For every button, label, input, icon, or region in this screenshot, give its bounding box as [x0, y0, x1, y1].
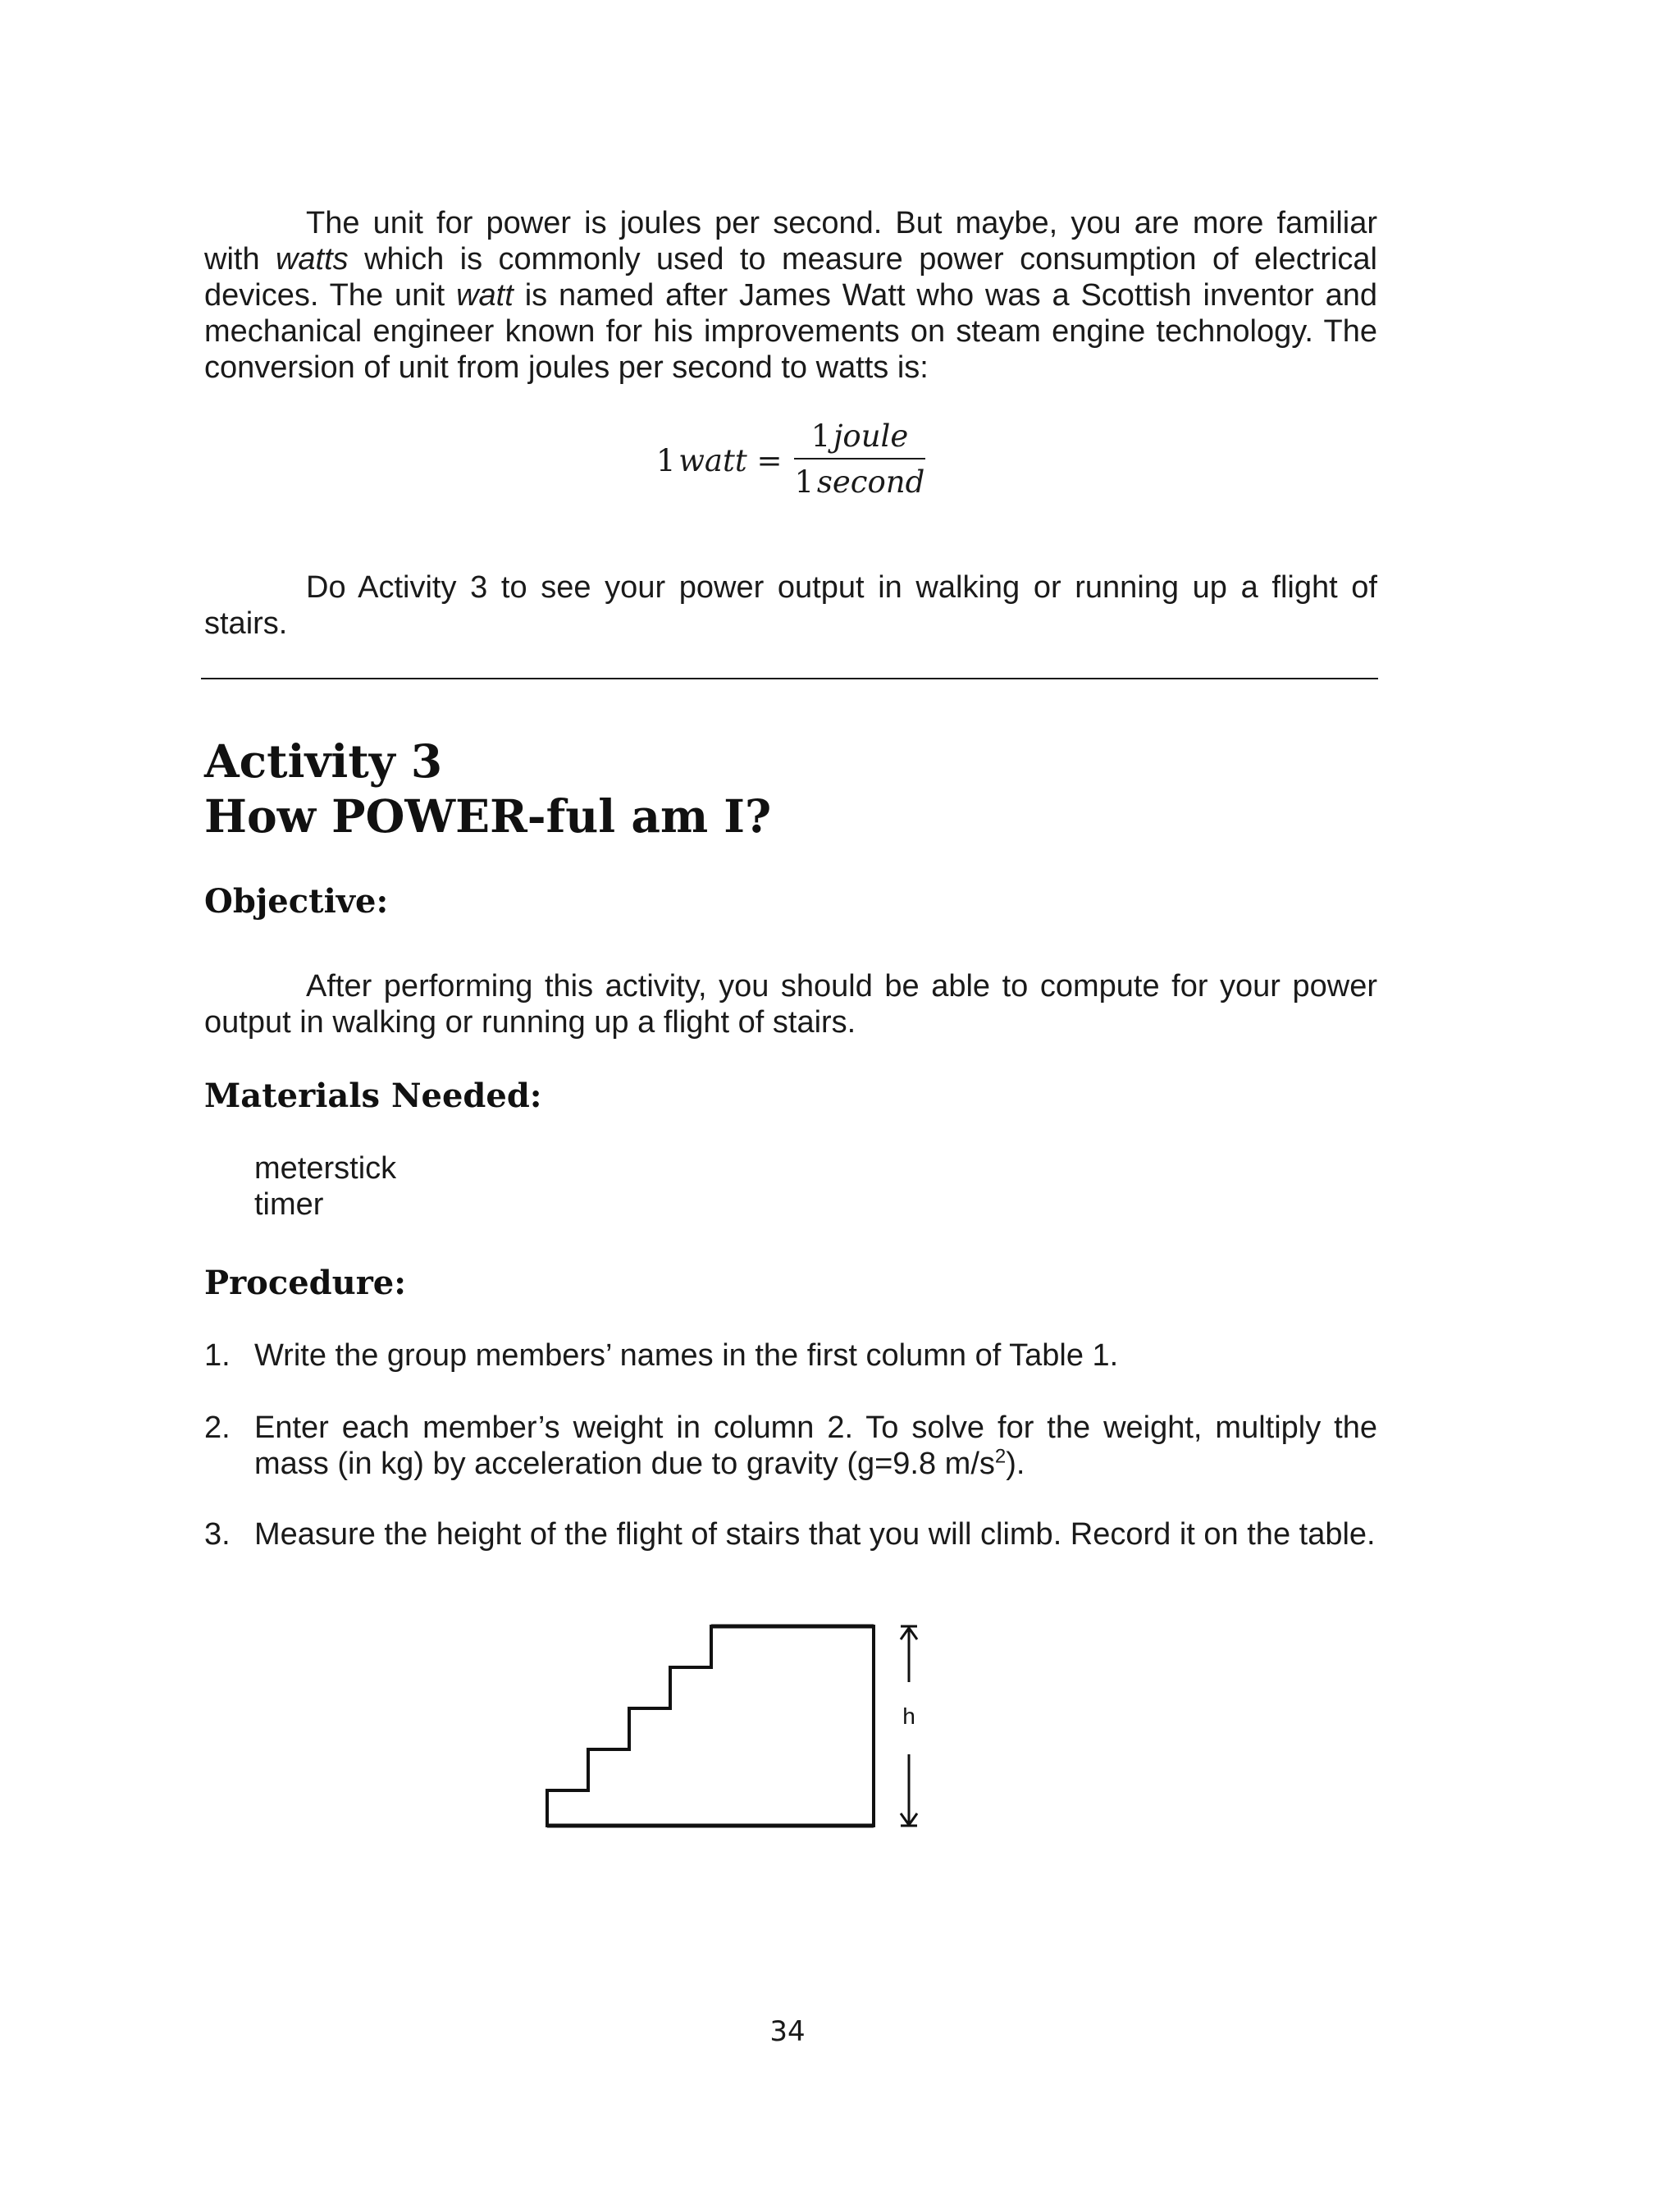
list-item: meterstick [254, 1151, 397, 1186]
equation-lhs [656, 443, 782, 478]
intro-section [204, 205, 1377, 386]
step-text-b: ). [1006, 1447, 1025, 1481]
intro-text-a: The unit for power is joules per second. But maybe, you are more familiar with [204, 206, 1377, 277]
procedure-step [204, 1337, 1377, 1374]
height-label: h [902, 1703, 915, 1729]
intro-text-c: is named after James Watt who was a Scottish inventor and mechanical engineer known for his improvements on steam engine technology. The conversion of unit from joules per second to watts is: [204, 278, 1377, 385]
step-text-a: Enter each member’s weight in column 2. To solve for the weight, multiply the mass (in kg) by acceleration due to gravity (g=9.8 m/s [254, 1410, 1377, 1481]
intro2-section [204, 569, 1377, 642]
step-text: Measure the height of the flight of stairs that you will climb. Record it on the table. [254, 1517, 1376, 1552]
step-number: 2. [204, 1410, 231, 1445]
numerator-number: 1 [810, 418, 831, 454]
denominator-number: 1 [794, 464, 815, 500]
equation-equals-sign: = [756, 443, 783, 478]
stairs-diagram [541, 1608, 935, 1846]
step-text [254, 1410, 1377, 1482]
procedure-step [204, 1516, 1377, 1552]
step-superscript: 2 [994, 1445, 1007, 1468]
intro-watts-term: watts [275, 242, 349, 277]
procedure-heading: Procedure: [204, 1264, 406, 1302]
page-number: 34 [769, 2015, 806, 2048]
equation-lhs-number: 1 [656, 443, 676, 478]
equation-denominator [794, 463, 925, 502]
activity-title: How POWER-ful am I? [204, 789, 772, 843]
section-divider [201, 678, 1378, 679]
equation-numerator [794, 417, 925, 456]
numerator-unit: joule [833, 418, 909, 454]
step-number: 3. [204, 1517, 231, 1552]
denominator-unit: second [816, 464, 925, 500]
intro-watt-term: watt [456, 278, 514, 313]
step-number: 1. [204, 1338, 231, 1373]
objective-section [204, 968, 1377, 1040]
intro-paragraph [204, 205, 1377, 386]
equation-lhs-unit: watt [678, 443, 747, 478]
step-text: Write the group members’ names in the first column of Table 1. [254, 1338, 1119, 1373]
objective-heading: Objective: [204, 882, 389, 921]
list-item: timer [254, 1187, 324, 1222]
procedure-step [204, 1410, 1377, 1482]
materials-list [254, 1150, 396, 1223]
watt-conversion-equation [656, 417, 935, 507]
objective-text: After performing this activity, you should be able to compute for your power output in walking or running up a flight of stairs. [204, 969, 1377, 1040]
materials-heading: Materials Needed: [204, 1077, 542, 1115]
stairs-outline [547, 1626, 874, 1826]
equation-fraction [794, 417, 925, 502]
activity-number: Activity 3 [204, 734, 443, 788]
intro-text-b: which is commonly used to measure power consumption of electrical devices. The unit [204, 242, 1377, 313]
intro2-paragraph: Do Activity 3 to see your power output in walking or running up a flight of stairs. [204, 570, 1377, 641]
fraction-bar [794, 458, 925, 459]
